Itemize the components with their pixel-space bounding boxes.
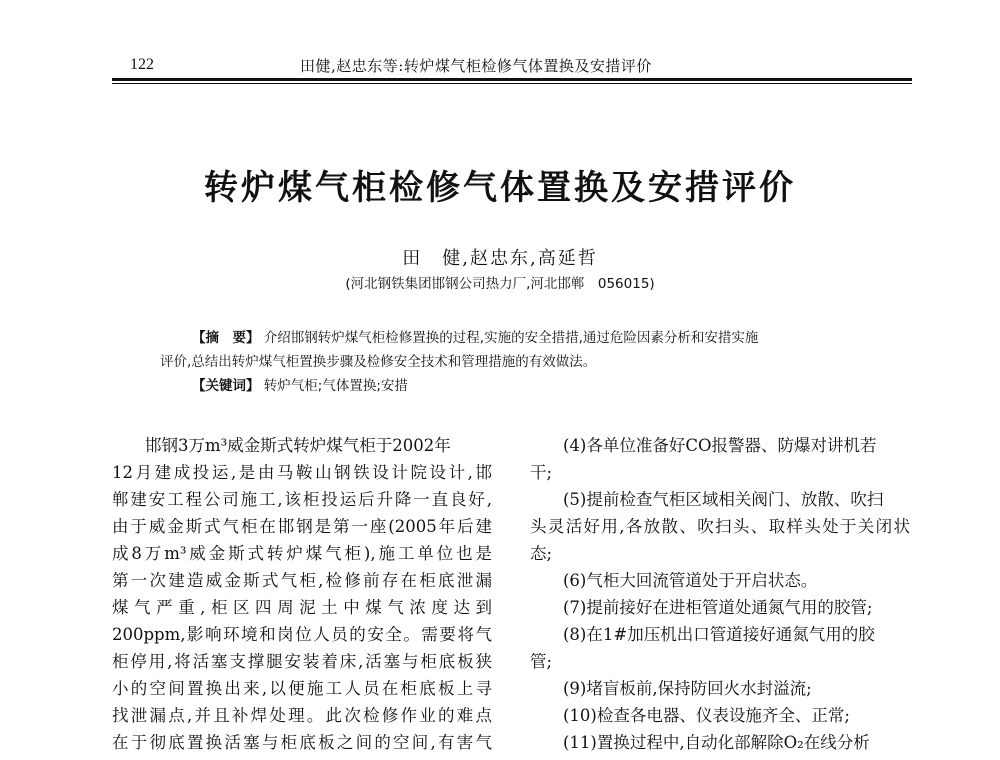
- text-line: 态;: [530, 544, 553, 563]
- text-line: 第一次建造威金斯式气柜,检修前存在柜底泄漏: [112, 571, 492, 590]
- text-line: (7)提前接好在进柜管道处通氮气用的胶管;: [563, 598, 873, 617]
- text-line: 12月建成投运,是由马鞍山钢铁设计院设计,邯: [112, 463, 492, 482]
- header-rule-thick: [112, 78, 912, 81]
- affiliation: (河北钢铁集团邯钢公司热力厂,河北邯郸 056015): [345, 276, 655, 292]
- keywords-line: [160, 374, 870, 398]
- text-line: (5)提前检查气柜区域相关阀门、放散、吹扫: [563, 490, 884, 509]
- abstract-block: [160, 326, 870, 398]
- text-line: 邯钢3万m³威金斯式转炉煤气柜于2002年: [145, 436, 451, 455]
- body-column-left: [112, 432, 492, 756]
- text-line: 管;: [530, 652, 553, 671]
- abstract-label: 【摘 要】: [192, 330, 260, 346]
- text-line: 柜停用,将活塞支撑腿安装着床,活塞与柜底板狭: [112, 652, 492, 671]
- running-title: 田健,赵忠东等:转炉煤气柜检修气体置换及安措评价: [300, 57, 652, 75]
- keywords-text: 转炉气柜;气体置换;安措: [263, 378, 408, 394]
- article-title: 转炉煤气柜检修气体置换及安措评价: [204, 168, 796, 208]
- text-line: 在于彻底置换活塞与柜底板之间的空间,有害气: [112, 733, 492, 752]
- text-line: 煤气严重,柜区四周泥土中煤气浓度达到: [112, 598, 492, 617]
- abstract-line: [160, 326, 870, 350]
- text-line: 小的空间置换出来,以便施工人员在柜底板上寻: [112, 679, 492, 698]
- page-number: 122: [130, 56, 154, 73]
- text-line: (11)置换过程中,自动化部解除O₂在线分析: [563, 733, 870, 752]
- text-line: 由于威金斯式气柜在邯钢是第一座(2005年后建: [112, 517, 492, 536]
- text-line: (8)在1#加压机出口管道接好通氮气用的胶: [563, 625, 875, 644]
- text-line: 头灵活好用,各放散、吹扫头、取样头处于关闭状: [530, 517, 910, 536]
- text-line: 干;: [530, 463, 553, 482]
- abstract-text: 介绍邯钢转炉煤气柜检修置换的过程,实施的安全措措,通过危险因素分析和安措实施: [263, 330, 759, 346]
- body-column-right: [530, 432, 910, 756]
- text-line: 找泄漏点,并且补焊处理。此次检修作业的难点: [112, 706, 492, 725]
- authors: 田 健,赵忠东,高延哲: [402, 248, 598, 269]
- text-line: (10)检查各电器、仪表设施齐全、正常;: [563, 706, 850, 725]
- keywords-label: 【关键词】: [192, 378, 260, 394]
- abstract-line: 评价,总结出转炉煤气柜置换步骤及检修安全技术和管理措施的有效做法。: [160, 354, 597, 370]
- text-line: (9)堵盲板前,保持防回火水封溢流;: [563, 679, 812, 698]
- text-line: 200ppm,影响环境和岗位人员的安全。需要将气: [112, 625, 492, 644]
- running-header: [112, 52, 912, 82]
- text-line: (4)各单位准备好CO报警器、防爆对讲机若: [563, 436, 877, 455]
- text-line: 成8万m³威金斯式转炉煤气柜),施工单位也是: [112, 544, 492, 563]
- header-rule-thin: [112, 83, 912, 84]
- text-line: 郸建安工程公司施工,该柜投运后升降一直良好,: [112, 490, 492, 509]
- text-line: (6)气柜大回流管道处于开启状态。: [563, 571, 818, 590]
